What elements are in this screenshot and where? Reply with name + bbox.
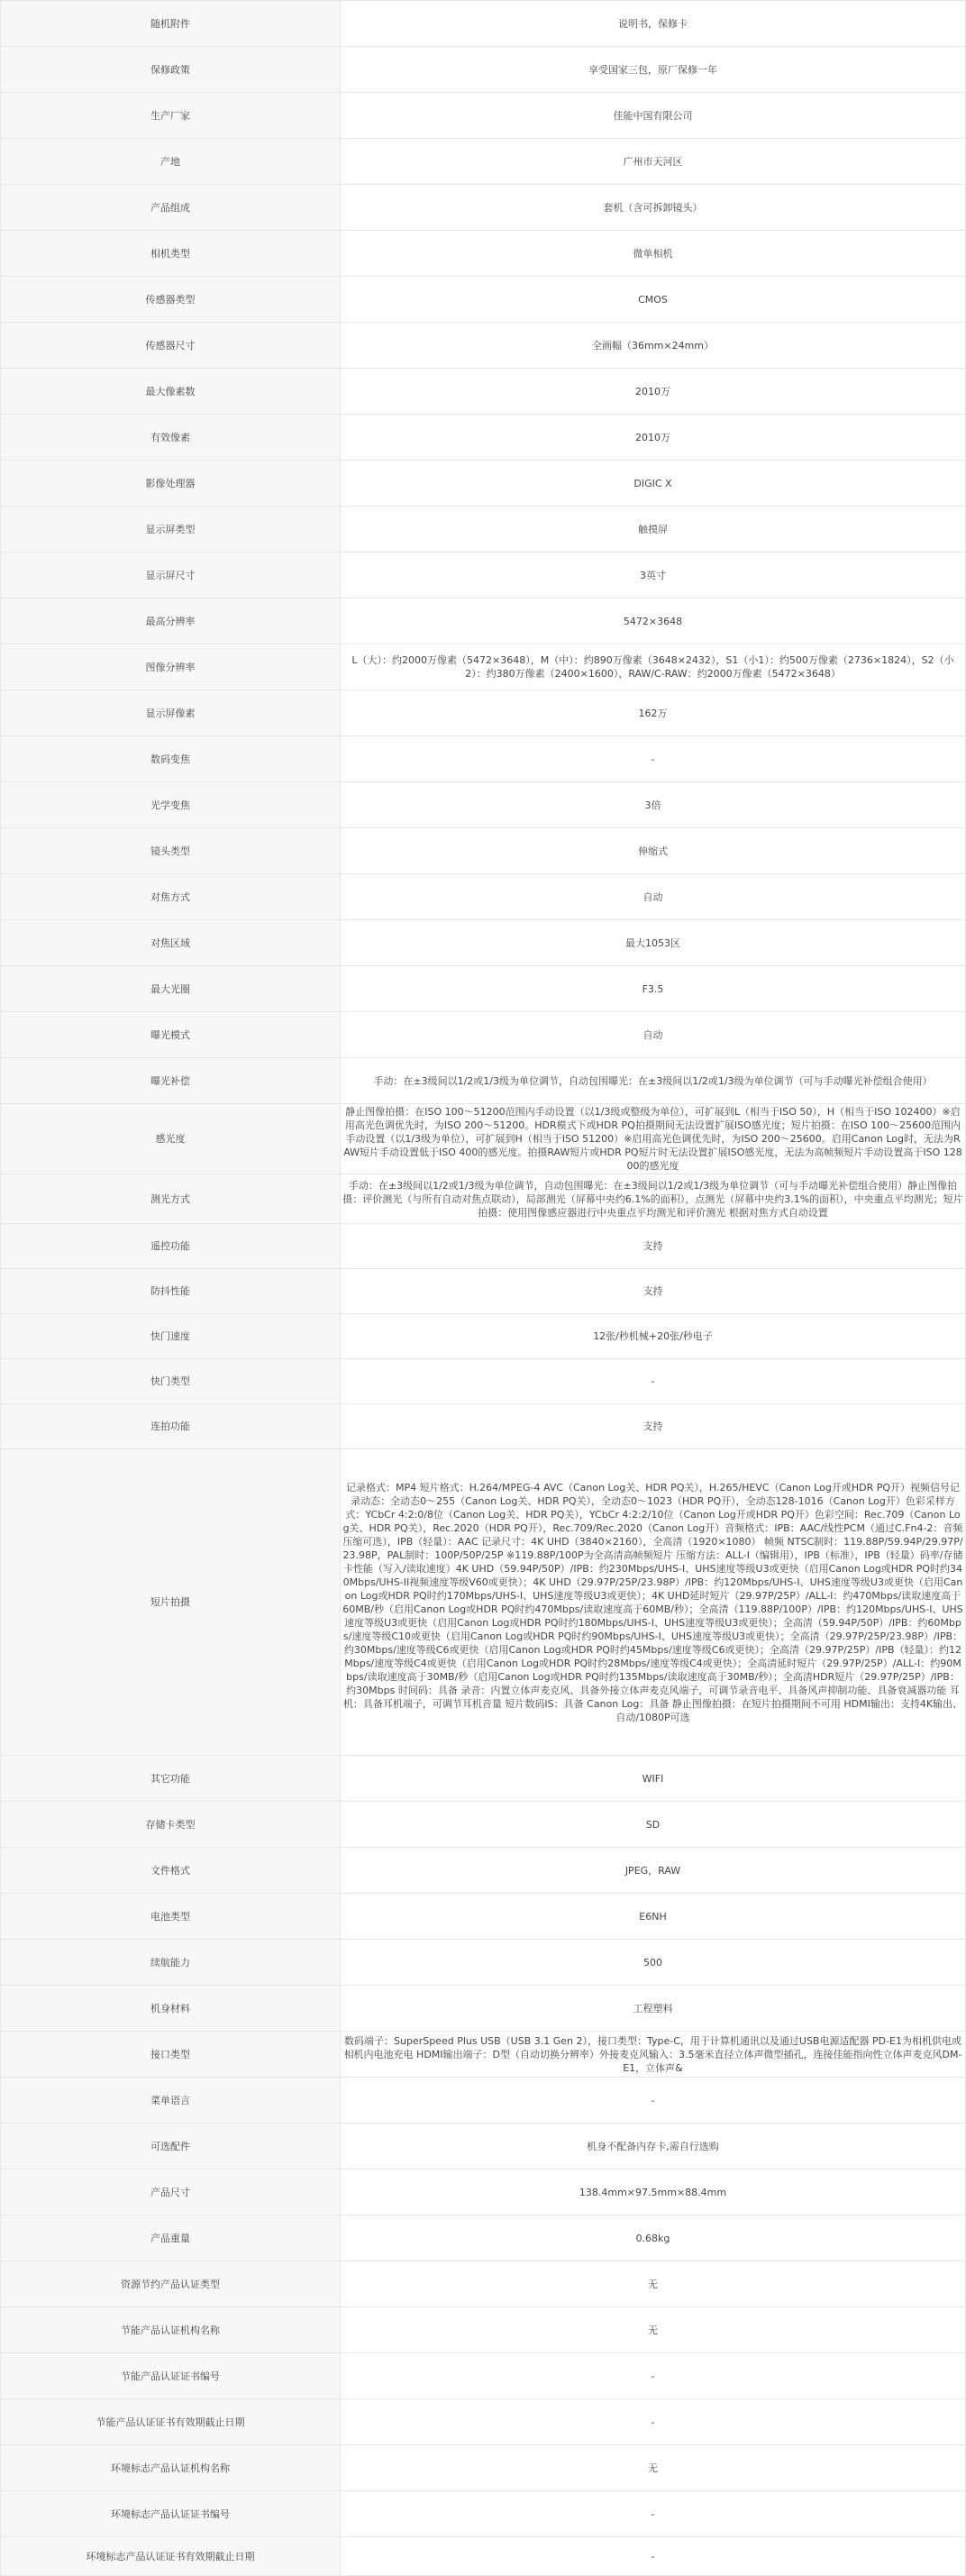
spec-label: 存储卡类型 bbox=[1, 1802, 341, 1848]
spec-value: WIFI bbox=[341, 1756, 966, 1802]
spec-label: 环境标志产品认证证书编号 bbox=[1, 2491, 341, 2537]
spec-value: 全画幅（36mm×24mm） bbox=[341, 323, 966, 369]
spec-row-effective-pixels bbox=[1, 415, 966, 461]
spec-value: 伸缩式 bbox=[341, 828, 966, 874]
spec-value: - bbox=[341, 2078, 966, 2124]
spec-label: 产品组成 bbox=[1, 185, 341, 231]
spec-label: 节能产品认证机构名称 bbox=[1, 2307, 341, 2353]
spec-value: - bbox=[341, 2537, 966, 2576]
spec-value: - bbox=[341, 2491, 966, 2537]
spec-row-continuous bbox=[1, 1404, 966, 1449]
spec-value: 无 bbox=[341, 2261, 966, 2307]
spec-label: 接口类型 bbox=[1, 2032, 341, 2078]
spec-label: 节能产品认证证书有效期截止日期 bbox=[1, 2399, 341, 2445]
spec-value: 自动 bbox=[341, 874, 966, 920]
spec-label: 连拍功能 bbox=[1, 1404, 341, 1449]
spec-label: 传感器尺寸 bbox=[1, 323, 341, 369]
spec-row-max-pixels bbox=[1, 369, 966, 415]
spec-label: 环境标志产品认证证书有效期截止日期 bbox=[1, 2537, 341, 2576]
spec-value: 无 bbox=[341, 2307, 966, 2353]
spec-row-stabilization bbox=[1, 1269, 966, 1314]
spec-label: 机身材料 bbox=[1, 1986, 341, 2032]
spec-value: 套机（含可拆卸镜头） bbox=[341, 185, 966, 231]
spec-label: 节能产品认证证书编号 bbox=[1, 2353, 341, 2399]
spec-row-eco-cert-body bbox=[1, 2445, 966, 2491]
spec-row-energy-cert-number bbox=[1, 2353, 966, 2399]
spec-row-camera-type bbox=[1, 231, 966, 277]
spec-row-battery-type bbox=[1, 1894, 966, 1940]
spec-value: 自动 bbox=[341, 1012, 966, 1058]
spec-value: 12张/秒机械+20张/秒电子 bbox=[341, 1314, 966, 1359]
spec-value: 0.68kg bbox=[341, 2215, 966, 2261]
spec-value: 触摸屏 bbox=[341, 507, 966, 553]
spec-row-eco-cert-number bbox=[1, 2491, 966, 2537]
spec-value: - bbox=[341, 2353, 966, 2399]
spec-value: 3倍 bbox=[341, 782, 966, 828]
spec-value: 说明书，保修卡 bbox=[341, 1, 966, 47]
spec-label: 生产厂家 bbox=[1, 93, 341, 139]
spec-value: 微单相机 bbox=[341, 231, 966, 277]
spec-row-menu-language bbox=[1, 2078, 966, 2124]
spec-value: 机身不配备内存卡,需自行选购 bbox=[341, 2124, 966, 2170]
spec-label: 光学变焦 bbox=[1, 782, 341, 828]
spec-label: 续航能力 bbox=[1, 1940, 341, 1986]
spec-row-origin bbox=[1, 139, 966, 185]
spec-value: 138.4mm×97.5mm×88.4mm bbox=[341, 2170, 966, 2215]
spec-value: 162万 bbox=[341, 690, 966, 736]
spec-value: 500 bbox=[341, 1940, 966, 1986]
spec-value: - bbox=[341, 2399, 966, 2445]
spec-row-metering bbox=[1, 1174, 966, 1224]
spec-row-focus-mode bbox=[1, 874, 966, 920]
spec-value: 无 bbox=[341, 2445, 966, 2491]
spec-row-warranty bbox=[1, 47, 966, 93]
spec-row-sensor-size bbox=[1, 323, 966, 369]
spec-label: 产品重量 bbox=[1, 2215, 341, 2261]
spec-row-sensor-type bbox=[1, 277, 966, 323]
spec-row-display-type bbox=[1, 507, 966, 553]
spec-row-exposure-compensation bbox=[1, 1058, 966, 1104]
spec-value: 手动：在±3级间以1/2或1/3级为单位调节，自动包围曝光：在±3级间以1/2或1/3级为单位调节（可与手动曝光补偿组合使用） bbox=[341, 1058, 966, 1104]
spec-label: 影像处理器 bbox=[1, 461, 341, 507]
spec-row-dimensions bbox=[1, 2170, 966, 2215]
spec-value: 广州市天河区 bbox=[341, 139, 966, 185]
spec-value: 5472×3648 bbox=[341, 598, 966, 644]
spec-label: 遥控功能 bbox=[1, 1224, 341, 1269]
spec-label: 数码变焦 bbox=[1, 736, 341, 782]
spec-value: E6NH bbox=[341, 1894, 966, 1940]
spec-row-body-material bbox=[1, 1986, 966, 2032]
spec-row-shutter-type bbox=[1, 1359, 966, 1404]
spec-row-remote bbox=[1, 1224, 966, 1269]
spec-value: 支持 bbox=[341, 1224, 966, 1269]
spec-value: F3.5 bbox=[341, 966, 966, 1012]
spec-row-card-type bbox=[1, 1802, 966, 1848]
spec-label: 资源节约产品认证类型 bbox=[1, 2261, 341, 2307]
spec-row-accessories bbox=[1, 1, 966, 47]
spec-row-display-pixels bbox=[1, 690, 966, 736]
spec-value: - bbox=[341, 1359, 966, 1404]
spec-row-energy-cert-body bbox=[1, 2307, 966, 2353]
spec-row-shutter-speed bbox=[1, 1314, 966, 1359]
spec-value: 3英寸 bbox=[341, 553, 966, 598]
spec-row-manufacturer bbox=[1, 93, 966, 139]
spec-label: 最大光圈 bbox=[1, 966, 341, 1012]
spec-value: L（大）：约2000万像素（5472×3648），M（中）：约890万像素（3648×2432），S1（小1）：约500万像素（2736×1824），S2（小2）：约380万像素（2400×1600），RAW/C-RAW：约2000万像素（5472×3648） bbox=[341, 644, 966, 690]
spec-label: 图像分辨率 bbox=[1, 644, 341, 690]
spec-row-max-aperture bbox=[1, 966, 966, 1012]
spec-label: 测光方式 bbox=[1, 1174, 341, 1224]
spec-row-max-resolution bbox=[1, 598, 966, 644]
spec-label: 显示屏类型 bbox=[1, 507, 341, 553]
spec-row-image-resolution bbox=[1, 644, 966, 690]
spec-value: DIGIC X bbox=[341, 461, 966, 507]
spec-label: 电池类型 bbox=[1, 1894, 341, 1940]
spec-label: 文件格式 bbox=[1, 1848, 341, 1894]
spec-row-digital-zoom bbox=[1, 736, 966, 782]
spec-value: CMOS bbox=[341, 277, 966, 323]
spec-value: 最大1053区 bbox=[341, 920, 966, 966]
spec-value: 享受国家三包，原厂保修一年 bbox=[341, 47, 966, 93]
spec-label: 快门速度 bbox=[1, 1314, 341, 1359]
spec-value: - bbox=[341, 736, 966, 782]
spec-row-focus-area bbox=[1, 920, 966, 966]
spec-row-file-format bbox=[1, 1848, 966, 1894]
spec-row-optional-accessories bbox=[1, 2124, 966, 2170]
spec-label: 镜头类型 bbox=[1, 828, 341, 874]
spec-label: 产地 bbox=[1, 139, 341, 185]
spec-value: 静止图像拍摄：在ISO 100～51200范围内手动设置（以1/3级或整级为单位），可扩展到L（相当于ISO 50），H（相当于ISO 102400）※启用高光色调优先时，为ISO 200～51200。HDR模式下或HDR PQ拍摄期间无法设置扩展ISO感光度；短片拍摄：在ISO 100～25600范围内手动设置（以1/3级为单位），可扩展到H（相当于ISO 51200）※启用高光色调优先时，为ISO 200～25600。启用Canon Log时，无法为RAW短片手动设置低于ISO 400的感光度。拍摄RAW短片或HDR PQ短片时无法设置扩展ISO感光度，无法为高帧频短片手动设置高于ISO 12800的感光度 bbox=[341, 1104, 966, 1174]
spec-value: 支持 bbox=[341, 1404, 966, 1449]
spec-value: SD bbox=[341, 1802, 966, 1848]
spec-value: 记录格式：MP4 短片格式：H.264/MPEG-4 AVC（Canon Log关、HDR PQ关），H.265/HEVC（Canon Log开或HDR PQ开）视频信号记录动态：全动态0～255（Canon Log关、HDR PQ关），全动态0～1023（HDR PQ开），全动态128-1016（Canon Log开）色彩采样方式：YCbCr 4:2:0/8位（Canon Log关、HDR PQ关），YCbCr 4:2:2/10位（Canon Log开或HDR PQ开）色彩空间：Rec.709（Canon Log关、HDR PQ关），Rec.2020（HDR PQ开），Rec.709/Rec.2020（Canon Log开）音频格式：IPB：AAC/线性PCM（通过C.Fn4-2：音频压缩可选），IPB（轻量）：AAC 记录尺寸：4K UHD（3840×2160），全高清（1920×1080） 帧频 NTSC制时：119.88P/59.94P/29.97P/23.98P，PAL制时：100P/50P/25P ※119.88P/100P为全高清高帧频短片 压缩方法：ALL-I（编辑用），IPB（标准），IPB（轻量）码率/存储卡性能（写入/读取速度）4K UHD（59.94P/50P）/IPB：约230Mbps/UHS-I、UHS速度等级U3或更快（启用Canon Log或HDR PQ时约340Mbps/UHS-II视频速度等级V60或更快）；4K UHD（29.97P/25P/23.98P）/IPB：约120Mbps/UHS-I、UHS速度等级U3或更快（启用Canon Log或HDR PQ时约170Mbps/UHS-I、UHS速度等级U3或更快）；4K UHD延时短片（29.97P/25P）/ALL-I：约470Mbps/读取速度高于60MB/秒（启用Canon Log或HDR PQ时约470Mbps/读取速度高于60MB/秒）；全高清（119.88P/100P）/IPB：约120Mbps/UHS-I、UHS速度等级U3或更快（启用Canon Log或HDR PQ时约180Mbps/UHS-I、UHS速度等级U3或更快）；全高清（59.94P/50P）/IPB：约60Mbps/速度等级C10或更快（启用Canon Log或HDR PQ时约90Mbps/UHS-I、UHS速度等级U3或更快）；全高清（29.97P/25P/23.98P）/IPB：约30Mbps/速度等级C6或更快（启用Canon Log或HDR PQ时约45Mbps/速度等级C6或更快）；全高清（29.97P/25P）/IPB（轻量）：约12Mbps/速度等级C4或更快（启用Canon Log或HDR PQ时约28Mbps/速度等级C4或更快）；全高清延时短片（29.97P/25P）/ALL-I：约90Mbps/读取速度高于30MB/秒（启用Canon Log或HDR PQ时约135Mbps/读取速度高于30MB/秒）；全高清HDR短片（29.97P/25P）/IPB：约30Mbps 时间码：具备 录音：内置立体声麦克风、具备外接立体声麦克风端子，可调节录音电平、具备风声抑制功能、具备衰减器功能 耳机：具备耳机端子，可调节耳机音量 短片数码IS：具备 Canon Log：具备 静止图像拍摄：在短片拍摄期间不可用 HDMI输出：支持4K输出、自动/1080P可选 bbox=[341, 1449, 966, 1756]
spec-row-lens-type bbox=[1, 828, 966, 874]
spec-label: 防抖性能 bbox=[1, 1269, 341, 1314]
spec-row-image-processor bbox=[1, 461, 966, 507]
spec-row-resource-cert-type bbox=[1, 2261, 966, 2307]
spec-row-eco-cert-expiry bbox=[1, 2537, 966, 2576]
spec-label: 随机附件 bbox=[1, 1, 341, 47]
spec-row-weight bbox=[1, 2215, 966, 2261]
spec-label: 感光度 bbox=[1, 1104, 341, 1174]
spec-label: 保修政策 bbox=[1, 47, 341, 93]
spec-value: JPEG，RAW bbox=[341, 1848, 966, 1894]
spec-row-exposure-mode bbox=[1, 1012, 966, 1058]
spec-label: 相机类型 bbox=[1, 231, 341, 277]
spec-label: 显示屏尺寸 bbox=[1, 553, 341, 598]
spec-value: 工程塑料 bbox=[341, 1986, 966, 2032]
spec-label: 曝光补偿 bbox=[1, 1058, 341, 1104]
spec-label: 曝光模式 bbox=[1, 1012, 341, 1058]
spec-row-iso bbox=[1, 1104, 966, 1174]
spec-row-interfaces bbox=[1, 2032, 966, 2078]
spec-label: 短片拍摄 bbox=[1, 1449, 341, 1756]
spec-value: 数码端子：SuperSpeed Plus USB（USB 3.1 Gen 2），接口类型：Type-C，用于计算机通讯以及通过USB电源适配器 PD-E1为相机供电或相机内电池充电 HDMI输出端子：D型（自动切换分辨率）外接麦克风输入：3.5毫米直径立体声微型插孔，连接佳能指向性立体声麦克风DM-E1，立体声& bbox=[341, 2032, 966, 2078]
spec-label: 对焦方式 bbox=[1, 874, 341, 920]
spec-value: 2010万 bbox=[341, 369, 966, 415]
spec-value: 2010万 bbox=[341, 415, 966, 461]
spec-label: 最高分辨率 bbox=[1, 598, 341, 644]
spec-value: 支持 bbox=[341, 1269, 966, 1314]
spec-row-composition bbox=[1, 185, 966, 231]
spec-value: 手动：在±3级间以1/2或1/3级为单位调节，自动包围曝光：在±3级间以1/2或1/3级为单位调节（可与手动曝光补偿组合使用）静止图像拍摄：评价测光（与所有自动对焦点联动），局部测光（屏幕中央约6.1%的面积），点测光（屏幕中央约3.1%的面积），中央重点平均测光；短片拍摄：使用图像感应器进行中央重点平均测光和评价测光 根据对焦方式自动设置 bbox=[341, 1174, 966, 1224]
spec-label: 对焦区域 bbox=[1, 920, 341, 966]
spec-label: 最大像素数 bbox=[1, 369, 341, 415]
spec-label: 其它功能 bbox=[1, 1756, 341, 1802]
spec-label: 菜单语言 bbox=[1, 2078, 341, 2124]
spec-row-video bbox=[1, 1449, 966, 1756]
spec-label: 传感器类型 bbox=[1, 277, 341, 323]
spec-row-display-size bbox=[1, 553, 966, 598]
spec-label: 产品尺寸 bbox=[1, 2170, 341, 2215]
spec-label: 快门类型 bbox=[1, 1359, 341, 1404]
spec-row-other-features bbox=[1, 1756, 966, 1802]
spec-label: 可选配件 bbox=[1, 2124, 341, 2170]
spec-row-energy-cert-expiry bbox=[1, 2399, 966, 2445]
spec-row-optical-zoom bbox=[1, 782, 966, 828]
spec-label: 显示屏像素 bbox=[1, 690, 341, 736]
spec-row-battery-life bbox=[1, 1940, 966, 1986]
spec-label: 环境标志产品认证机构名称 bbox=[1, 2445, 341, 2491]
spec-value: 佳能中国有限公司 bbox=[341, 93, 966, 139]
spec-label: 有效像素 bbox=[1, 415, 341, 461]
